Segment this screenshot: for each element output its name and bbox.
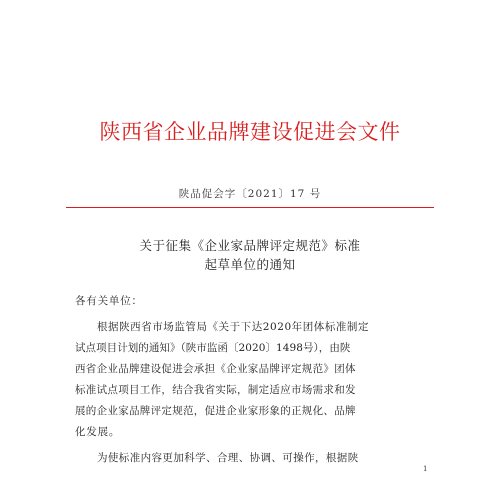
- body-line: 西省企业品牌建设促进会承担《企业家品牌评定规范》团体: [75, 363, 356, 375]
- body-line: 展的企业家品牌评定规范，促进企业家形象的正规化、品牌: [75, 405, 356, 417]
- body-line: 根据陕西省市场监管局《关于下达2020年团体标准制定: [97, 321, 370, 333]
- document-number: 陕品促会字〔2021〕17 号: [178, 188, 322, 200]
- body-line: 标准试点项目工作，结合我省实际，制定适应市场需求和发: [75, 384, 356, 396]
- body-line: 为使标准内容更加科学、合理、协调、可操作，根据陕: [97, 452, 359, 464]
- body-line: 化发展。: [75, 426, 121, 438]
- notice-title-line-2: 起草单位的通知: [204, 257, 296, 272]
- page-number: 1: [423, 465, 428, 473]
- issuer-title: 陕西省企业品牌建设促进会文件: [99, 120, 401, 144]
- salutation: 各有关单位：: [75, 295, 143, 307]
- notice-title-line-1: 关于征集《企业家品牌评定规范》标准: [139, 238, 361, 253]
- red-divider: [66, 207, 434, 208]
- body-line: 试点项目计划的通知》（陕市监函〔2020〕1498号），由陕: [75, 342, 351, 354]
